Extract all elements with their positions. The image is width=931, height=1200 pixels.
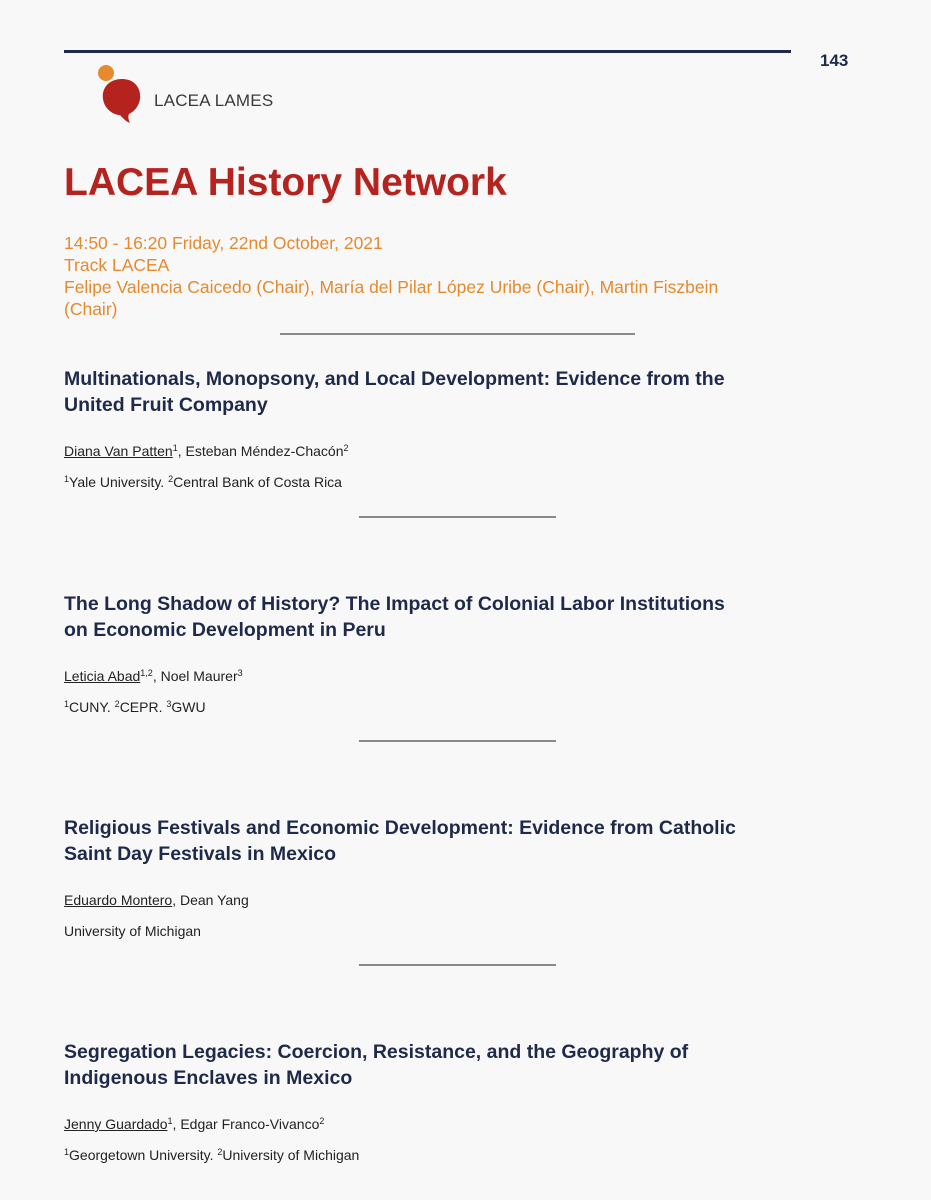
paper-entry <box>64 366 864 490</box>
paper-affiliations <box>64 699 864 715</box>
presenting-author: Diana Van Patten <box>64 443 173 459</box>
author-superscript: 2 <box>343 443 349 453</box>
paper-entry <box>64 591 864 715</box>
affiliation: Central Bank of Costa Rica <box>173 474 342 490</box>
session-divider <box>280 333 635 335</box>
logo-mark-icon <box>94 64 150 126</box>
session-chairs-continued: (Chair) <box>64 299 118 319</box>
paper-authors <box>64 443 864 459</box>
affiliation: Georgetown University. <box>69 1147 218 1163</box>
coauthors: , Edgar Franco-Vivanco <box>172 1116 320 1132</box>
affiliation-superscript: 2 <box>217 1147 223 1157</box>
session-chairs: Felipe Valencia Caicedo (Chair), María del Pilar López Uribe (Chair), Martin Fiszbein <box>64 277 719 297</box>
lacea-lames-logo <box>94 64 314 126</box>
affiliation-superscript: 2 <box>168 474 174 484</box>
paper-authors <box>64 892 864 908</box>
coauthors: , Noel Maurer <box>152 668 238 684</box>
affiliation: CUNY. <box>69 699 115 715</box>
paper-authors <box>64 668 864 684</box>
paper-title <box>64 591 864 643</box>
paper-title-line: on Economic Development in Peru <box>64 619 386 641</box>
paper-affiliations <box>64 1147 864 1163</box>
session-track: Track LACEA <box>64 255 170 275</box>
coauthors: , Esteban Méndez-Chacón <box>177 443 344 459</box>
paper-title-line: Saint Day Festivals in Mexico <box>64 843 337 865</box>
affiliation-superscript: 1 <box>64 699 70 709</box>
paper-title-line: Religious Festivals and Economic Development: Evidence from Catholic <box>64 817 736 839</box>
paper-title <box>64 366 864 418</box>
author-superscript: 1,2 <box>140 668 153 678</box>
affiliation: GWU <box>171 699 206 715</box>
author-superscript: 1 <box>172 443 178 453</box>
author-superscript: 3 <box>237 668 243 678</box>
affiliation-superscript: 3 <box>166 699 172 709</box>
presenting-author: Leticia Abad <box>64 668 141 684</box>
coauthors: , Dean Yang <box>172 892 249 908</box>
paper-title-line: Segregation Legacies: Coercion, Resistance, and the Geography of <box>64 1041 689 1063</box>
paper-title <box>64 1039 864 1091</box>
paper-affiliations <box>64 923 864 939</box>
author-superscript: 2 <box>319 1116 325 1126</box>
page-number: 143 <box>820 51 849 70</box>
paper-authors <box>64 1116 864 1132</box>
affiliation: University of Michigan <box>64 923 201 939</box>
session-info <box>64 232 864 320</box>
presenting-author: Eduardo Montero <box>64 892 173 908</box>
paper-title <box>64 815 864 867</box>
logo-text: LACEA LAMES <box>154 91 274 110</box>
author-superscript: 1 <box>167 1116 173 1126</box>
session-title: LACEA History Network <box>64 161 507 204</box>
paper-title-line: Multinationals, Monopsony, and Local Development: Evidence from the <box>64 368 725 390</box>
top-rule <box>64 50 791 53</box>
presenting-author: Jenny Guardado <box>64 1116 168 1132</box>
session-time-date: 14:50 - 16:20 Friday, 22nd October, 2021 <box>64 233 383 253</box>
paper-divider <box>359 740 556 742</box>
affiliation: University of Michigan <box>222 1147 360 1163</box>
paper-title-line: The Long Shadow of History? The Impact of Colonial Labor Institutions <box>64 593 725 615</box>
paper-title-line: Indigenous Enclaves in Mexico <box>64 1067 353 1089</box>
paper-entry <box>64 1039 864 1163</box>
affiliation: Yale University. <box>69 474 169 490</box>
paper-title-line: United Fruit Company <box>64 394 268 416</box>
paper-divider <box>359 516 556 518</box>
affiliation-superscript: 2 <box>114 699 120 709</box>
paper-entry <box>64 815 864 939</box>
affiliation: CEPR. <box>119 699 167 715</box>
affiliation-superscript: 1 <box>64 474 70 484</box>
paper-affiliations <box>64 474 864 490</box>
paper-divider <box>359 964 556 966</box>
affiliation-superscript: 1 <box>64 1147 70 1157</box>
